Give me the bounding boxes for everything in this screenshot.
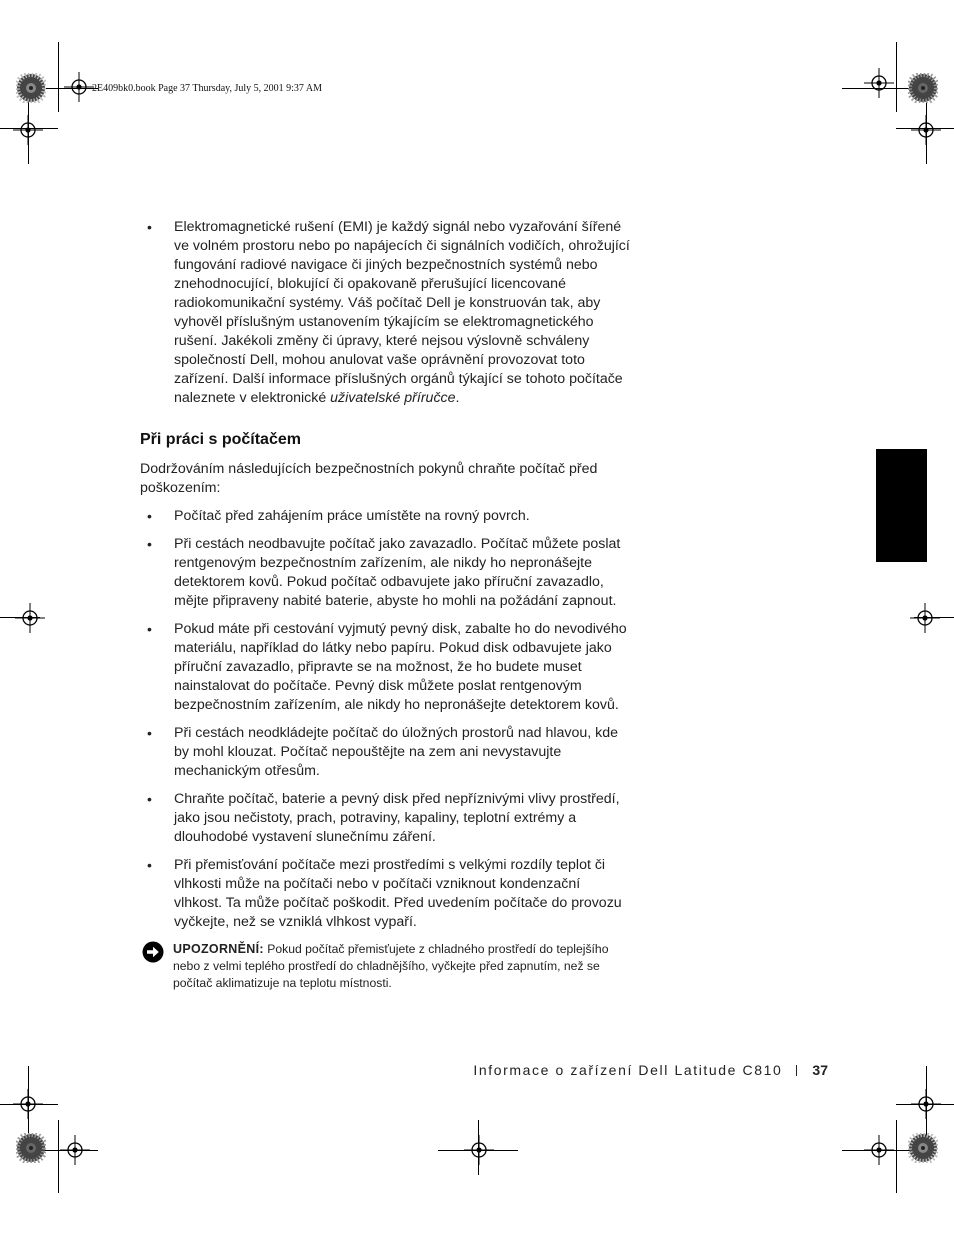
registration-mark-icon [864,1135,894,1165]
crop-mark [896,1120,897,1193]
user-guide-reference: uživatelské příručce [330,390,456,406]
registration-mark-icon [864,68,894,98]
safety-bullet-list [140,507,632,932]
registration-mark-icon [464,1135,494,1165]
emi-bullet-list [140,218,632,408]
print-header-stamp: 2E409bk0.book Page 37 Thursday, July 5, 2001 9:37 AM [92,83,322,94]
section-intro: Dodržováním následujících bezpečnostních pokynů chraňte počítač před poškozením: [140,461,598,496]
starburst-mark-icon [16,1133,46,1163]
registration-mark-icon [911,1089,941,1119]
emi-bullet [140,218,632,408]
starburst-mark-icon [16,73,46,103]
registration-mark-icon [60,1135,90,1165]
list-item: • Při cestách neodkládejte počítač do úložných prostorů nad hlavou, kde by mohl klouzat. Počítač nepouštějte na zem ani nevystavujte mechanickým otřesům. [140,724,632,781]
list-item: • Při cestách neodbavujte počítač jako zavazadlo. Počítač můžete poslat rentgenovým bezpečnostním zařízením, ale nikdy ho nepronášejte detektorem kovů. Pokud počítač odbavujete jako příruční zavazadlo, mějte připraveny nabité baterie, abyste ho mohli na požádání zapnout. [140,535,632,611]
footer-separator [796,1065,797,1076]
list-item: • Počítač před zahájením práce umístěte na rovný povrch. [140,507,632,526]
list-item: • Při přemisťování počítače mezi prostředími s velkými rozdíly teplot či vlhkosti může na počítači nebo v počítači vzniknout kondenzační vlhkost. Ta může počítač poškodit. Před uvedením počítače do provozu vyčkejte, než se vzniklá vlhkost vypaří. [140,856,632,932]
registration-mark-icon [64,72,94,102]
footer-title: Informace o zařízení Dell Latitude C810 [473,1062,783,1078]
starburst-mark-icon [908,1133,938,1163]
notice-text: Pokud počítač přemisťujete z chladného prostředí do teplejšího nebo z velmi teplého prostředí do chladnějšího, vyčkejte před zapnutím, než se počítač aklimatizuje na teplotu místnosti. [173,942,609,990]
list-item: • Pokud máte při cestování vyjmutý pevný disk, zabalte ho do nevodivého materiálu, například do látky nebo papíru. Pokud disk odbavujete jako příruční zavazadlo, připravte se na možnost, že ho budete muset nainstalovat do počítače. Pevný disk můžete poslat rentgenovým bezpečnostním zařízením, ale nikdy ho nepronášejte detektorem kovů. [140,620,632,715]
registration-mark-icon [13,115,43,145]
registration-mark-icon [911,115,941,145]
section-heading: Při práci s počítačem [140,431,301,448]
emi-bullet-text: Elektromagnetické rušení (EMI) je každý signál nebo vyzařování šířené ve volném prostoru nebo po napájecích či signálních vodičích, ohrožující fungování radiové navigace či jiných bezpečnostních systémů nebo znehodnocující, blokující či opakovaně přerušující licencované radiokomunikační systémy. Váš počítač Dell je konstruován tak, aby vyhověl příslušným ustanovením týkajícím se elektromagnetického rušení. Jakékoli změny či úpravy, které nejsou výslovně schváleny společností Dell, mohou anulovat vaše oprávnění provozovat toto zařízení. Další informace příslušných orgánů týkající se tohoto počítače naleznete v elektronické [174,219,630,406]
arrow-circle-icon [142,941,164,963]
list-item: • Chraňte počítač, baterie a pevný disk před nepříznivými vlivy prostředí, jako jsou nečistoty, prach, potraviny, kapaliny, teplotní extrémy a dlouhodobé vystavení slunečnímu záření. [140,790,632,847]
registration-mark-icon [13,1089,43,1119]
starburst-mark-icon [908,73,938,103]
registration-mark-icon [910,603,940,633]
notice-box [140,941,632,992]
page-number: 37 [812,1062,828,1078]
emi-bullet-end: . [455,390,460,406]
crop-mark [58,1120,59,1193]
registration-mark-icon [15,603,45,633]
notice-label: UPOZORNĚNÍ: [173,942,264,956]
page-footer [473,1062,828,1078]
main-content [140,218,632,992]
crop-mark [58,42,59,112]
chapter-tab [876,449,927,562]
crop-mark [896,42,897,112]
